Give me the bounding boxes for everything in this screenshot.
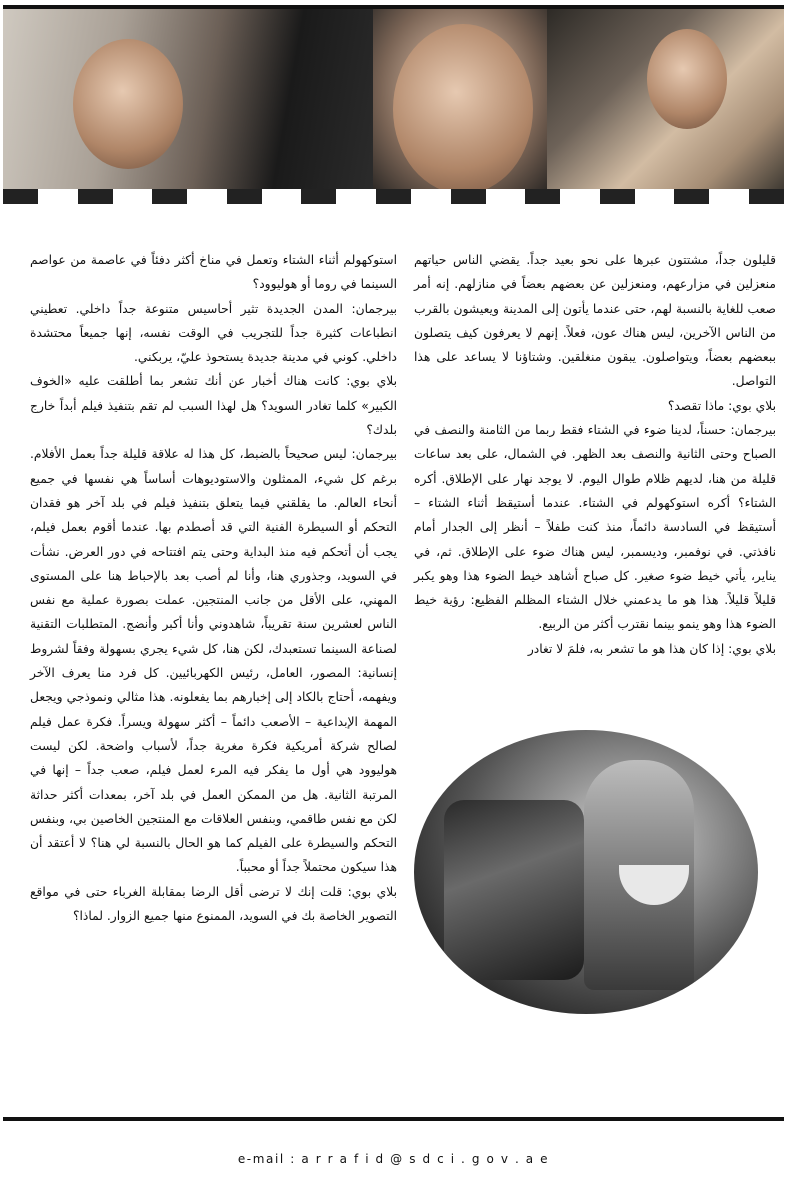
- face-shape: [393, 24, 533, 189]
- paragraph: بلاي بوي: كانت هناك أخبار عن أنك تشعر بما أطلقت عليه «الخوف الكبير» كلما تغادر السويد؟ هل لهذا السبب لم تقم بتنفيذ فيلم أبداً خارج بلدك؟: [30, 374, 397, 438]
- sprocket-hole: [3, 189, 38, 204]
- bottom-rule: [3, 1117, 784, 1121]
- sprocket-hole: [78, 189, 113, 204]
- sprocket-hole: [227, 189, 262, 204]
- paragraph: بلاي بوي: قلت إنك لا ترضى أقل الرضا بمقابلة الغرباء حتى في مواقع التصوير الخاصة بك في السويد، الممنوع منها جميع الزوار. لماذا؟: [30, 884, 397, 924]
- paragraph: بيرجمان: حسناً، لدينا ضوء في الشتاء فقط ربما من الثامنة والنصف في الصباح وحتى الثانية والنصف بعد الظهر. في الشمال، على بعد ساعات قليلة من هنا، لديهم ظلام طوال اليوم. لا يوجد نهار على الإطلاق. أكره الشتاء؟ أكره استوكهولم في الشتاء. عندما أستيقظ أثناء الشتاء – أستيقظ في السادسة دائماً، منذ كنت طفلاً – أنظر إلى الجدار أمام نافذتي. في نوفمبر، وديسمبر، ليس هناك ضوء على الإطلاق. ثم، في يناير، يأتي خيط ضوء صغير. كل صباح أشاهد خيط الضوء هذا وهو يكبر قليلاً قليلاً. هذا هو ما يدعمني خلال الشتاء المظلم الفظيع: رؤية خيط الضوء هذا وهو ينمو بينما نقترب أكثر من الربيع.: [414, 423, 776, 632]
- film-still-photo-left: [3, 9, 373, 189]
- sprocket-hole: [674, 189, 709, 204]
- film-camera-shape: [444, 800, 584, 980]
- film-sprocket-band: [3, 189, 784, 204]
- sprocket-hole: [152, 189, 187, 204]
- paragraph: بيرجمان: المدن الجديدة تثير أحاسيس متنوعة جداً داخلي. تعطيني انطباعات كثيرة جداً للتجريب في الوقت نفسه، إنها جميعاً محتشدة داخلي. كوني في مدينة جديدة يستحوذ عليّ، يربكني.: [30, 301, 397, 365]
- article-column-left: [30, 248, 397, 928]
- paragraph: بلاي بوي: ماذا تقصد؟: [667, 398, 776, 413]
- sprocket-hole: [376, 189, 411, 204]
- portrait-photo-middle: [373, 9, 547, 189]
- sprocket-hole: [525, 189, 560, 204]
- photo-strip: [3, 9, 784, 189]
- paragraph: بيرجمان: ليس صحيحاً بالضبط، كل هذا له علاقة قليلة جداً بعمل الأفلام. برغم كل شيء، الممثلون والاستوديوهات أساساً هي نفسها في جميع أنحاء العالم. ما يقلقني فيما يتعلق بتنفيذ فيلم في بلد آخر هو فقدان التحكم أو السيطرة الفنية التي قد أصطدم بها. عندما أقوم بعمل فيلم، يجب أن أتحكم فيه منذ البداية وحتى يتم افتتاحه في دور العرض. نشأت في السويد، وجذوري هنا، وأنا لم أصب بعد بالإحباط هنا على المستوى المهني، على الأقل من جانب المنتجين. عملت بصورة عملية مع نفس الناس لعشرين سنة تقريباً، شاهدوني وأنا أكبر وأنضج. المتطلبات التقنية لصناعة السينما تستعبدك، لكن هنا، كل شيء يجري بسهولة وفقاً لشروط إنسانية: المصور، العامل، رئيس الكهربائيين. كل فرد منا يعرف الآخر ويفهمه، أحتاج بالكاد إلى إخبارهم بما يفعلونه. هذا مثالي ونموذجي ويجعل المهمة الإبداعية – الأصعب دائماً – أكثر سهولة ويسراً. فكرة عمل فيلم لصالح شركة أمريكية فكرة مغرية جداً، لأسباب واضحة. لكن ليست هوليوود هي أول ما يفكر فيه المرء لعمل فيلم، صعب جداً – إنها في المرتبة الثانية. هل من الممكن العمل في بلد آخر، بمعدات أكثر حداثة لكن مع نفس طاقمي، وبنفس العلاقات مع المنتجين الخاصين بي، وبنفس التحكم والسيطرة على الفيلم كما هو الحال بالنسبة لي هنا؟ لا أعتقد أن هذا سيكون محتملاً جداً أو محبباً.: [30, 447, 397, 875]
- paragraph: استوكهولم أثناء الشتاء وتعمل في مناخ أكثر دفئاً في عاصمة من عواصم السينما في روما أو هوليوود؟: [30, 253, 397, 292]
- face-shape: [73, 39, 183, 169]
- face-shape: [647, 29, 727, 129]
- footer-email: e-mail : a r r a f i d @ s d c i . g o v . a e: [237, 1152, 550, 1166]
- paragraph: بلاي بوي: إذا كان هذا هو ما تشعر به، فلمَ لا تغادر: [527, 641, 776, 656]
- sprocket-hole: [600, 189, 635, 204]
- sprocket-hole: [451, 189, 486, 204]
- sprocket-hole: [301, 189, 336, 204]
- portrait-photo-right: [547, 9, 784, 189]
- article-column-right: [414, 248, 776, 661]
- paragraph: قليلون جداً، مشتتون عبرها على نحو بعيد جداً. يقضي الناس حياتهم منعزلين في مزارعهم، ومنعزلين عن بعضهم بعضاً في منازلهم. إنه أمر صعب للغاية بالنسبة لهم، حتى عندما يأتون إلى المدينة ويعيشون بالقرب من الناس الآخرين، ليس هناك عون، فعلاً. إنهم لا يعرفون كيف يتصلون ببعضهم بعضاً، ويتواصلون. يبقون منغلقين. وشتاؤنا لا يساعد على هذا التواصل.: [414, 253, 776, 389]
- sprocket-hole: [749, 189, 784, 204]
- circular-photo-man-with-cup: [414, 730, 758, 1014]
